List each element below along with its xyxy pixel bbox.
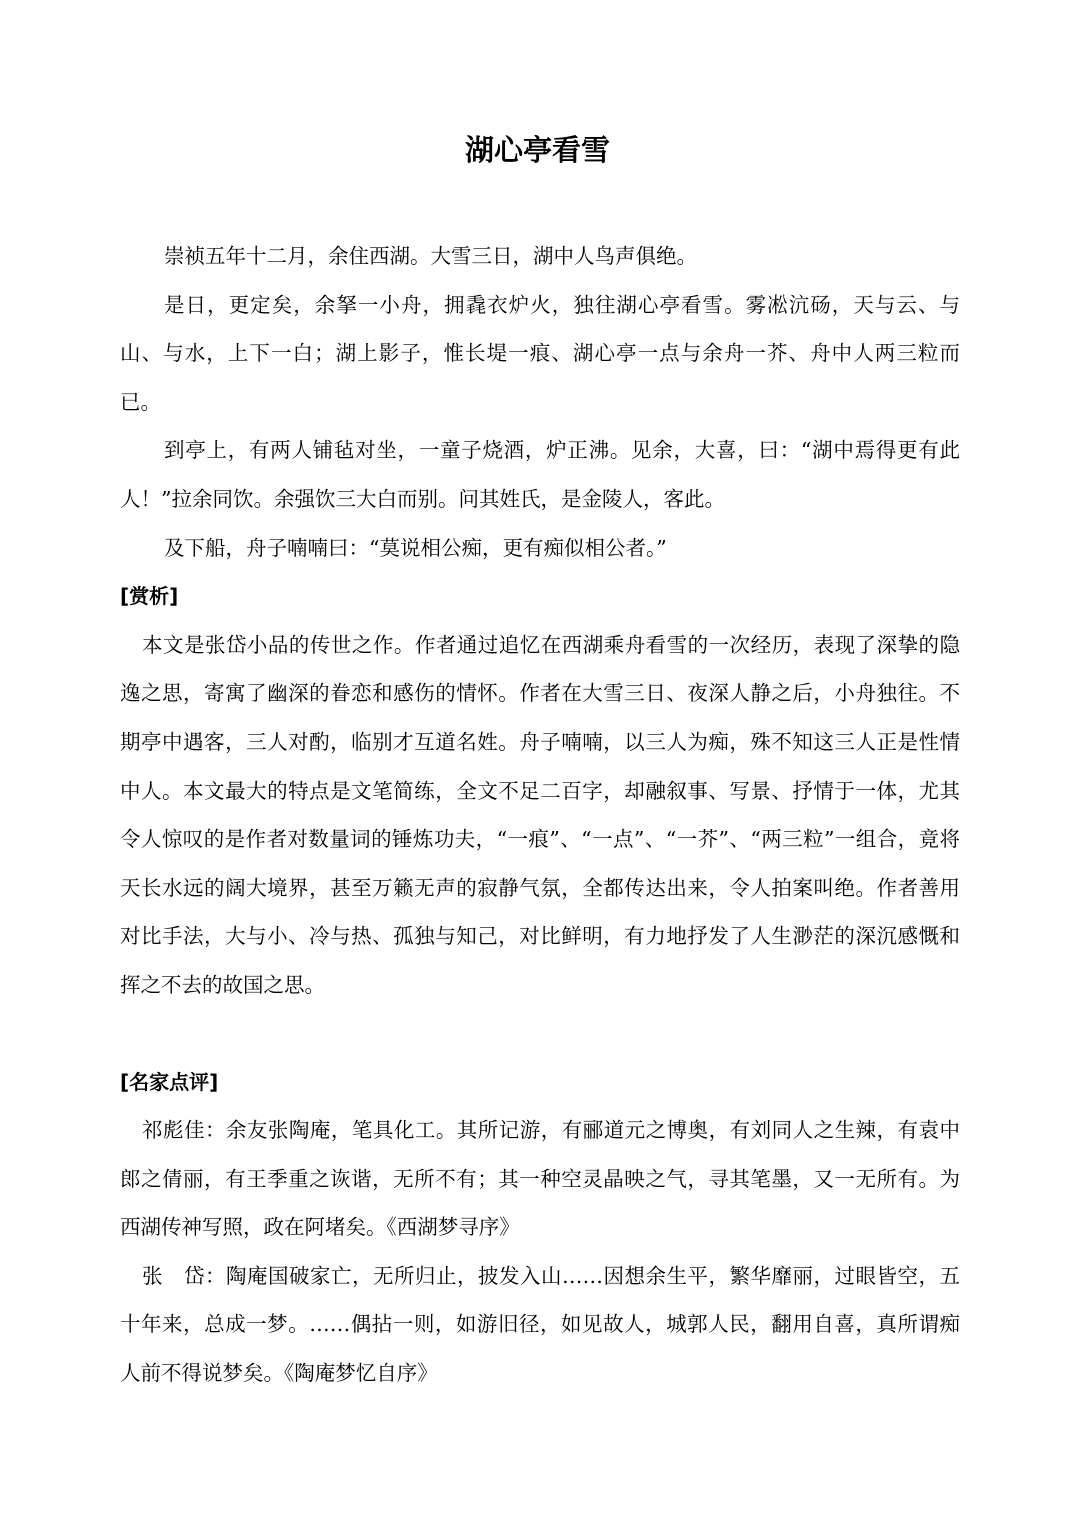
story-paragraph-3: 到亭上，有两人铺毡对坐，一童子烧酒，炉正沸。见余，大喜，曰：“湖中焉得更有此人！”拉余同饮。余强饮三大白而别。问其姓氏，是金陵人，客此。	[120, 438, 960, 511]
story-paragraph-2: 是日，更定矣，余拏一小舟，拥毳衣炉火，独往湖心亭看雪。雾凇沆砀，天与云、与山、与水，上下一白；湖上影子，惟长堤一痕、湖心亭一点与余舟一芥、舟中人两三粒而已。	[120, 292, 960, 414]
story-paragraph-1: 崇祯五年十二月，余住西湖。大雪三日，湖中人鸟声俱绝。	[164, 244, 697, 268]
review-paragraph-zhang-dai: 张 岱：陶庵国破家亡，无所归止，披发入山……因想余生平，繁华靡丽，过眼皆空，五十年来，总成一梦。……偶拈一则，如游旧径，如见故人，城郭人民，翻用自喜，真所谓痴人前不得说梦矣。《陶庵梦忆自序》	[120, 1263, 960, 1386]
section-spacer	[120, 1010, 960, 1058]
page-title: 湖心亭看雪	[464, 133, 610, 167]
appreciation-heading: [赏析]	[120, 584, 179, 609]
story-section	[120, 232, 960, 1398]
appreciation-paragraph: 本文是张岱小品的传世之作。作者通过追忆在西湖乘舟看雪的一次经历，表现了深挚的隐逸之思，寄寓了幽深的眷恋和感伤的情怀。作者在大雪三日、夜深人静之后，小舟独往。不期亭中遇客，三人对酌，临别才互道名姓。舟子喃喃，以三人为痴，殊不知这三人正是性情中人。本文最大的特点是文笔简练，全文不足二百字，却融叙事、写景、抒情于一体，尤其令人惊叹的是作者对数量词的锤炼功夫，“一痕”、“一点”、“一芥”、“两三粒”一组合，竟将天长水远的阔大境界，甚至万籁无声的寂静气氛，全都传达出来，令人拍案叫绝。作者善用对比手法，大与小、冷与热、孤独与知己，对比鲜明，有力地抒发了人生渺茫的深沉感慨和挥之不去的故国之思。	[120, 632, 960, 997]
story-paragraph-4: 及下船，舟子喃喃曰：“莫说相公痴，更有痴似相公者。”	[164, 535, 667, 560]
review-paragraph-qi-biaojia: 祁彪佳：余友张陶庵，笔具化工。其所记游，有郦道元之博奥，有刘同人之生辣，有袁中郎之倩丽，有王季重之诙谐，无所不有；其一种空灵晶映之气，寻其笔墨，又一无所有。为西湖传神写照，政在阿堵矣。《西湖梦寻序》	[120, 1118, 960, 1240]
reviews-heading: [名家点评]	[120, 1069, 219, 1094]
